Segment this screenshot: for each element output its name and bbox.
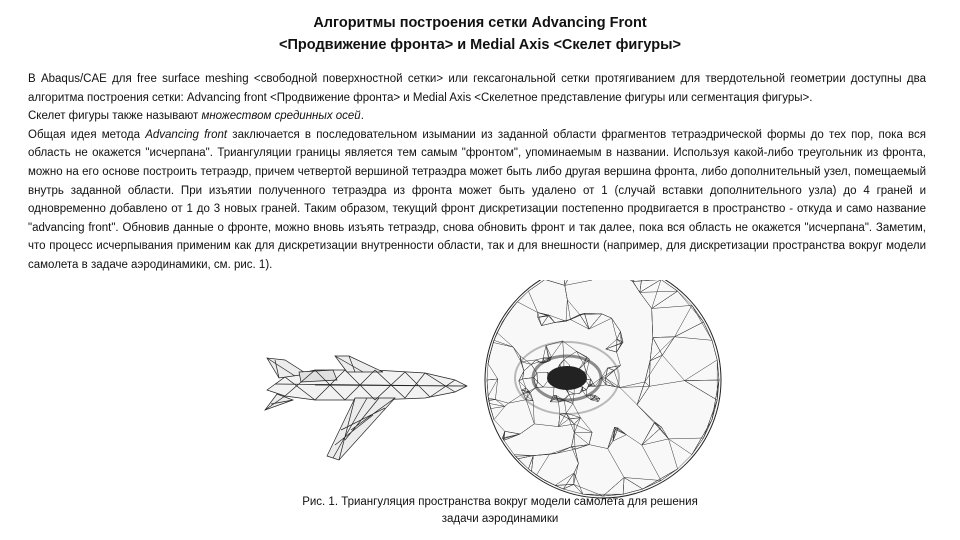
title-line-1: Алгоритмы построения сетки Advancing Front <box>313 15 647 31</box>
p2-start: Скелет фигуры также называют <box>28 110 202 123</box>
p3-start: Общая идея метода <box>28 128 146 141</box>
figure-caption <box>250 494 750 528</box>
paragraph-medial-axis <box>28 107 926 126</box>
airplane-mesh-image <box>255 280 725 520</box>
title-line-2: <Продвижение фронта> и Medial Axis <Скелет фигуры> <box>279 37 681 53</box>
caption-line-1: Рис. 1. Триангуляция пространства вокруг модели самолета для решения <box>302 496 698 508</box>
p3-end: заключается в последовательном изымании из заданной области фрагментов тетраэдрической формы до тех пор, пока вся область не окажется "исчерпана". Триангуляции границы является тем самым "фронтом", упоминаемым в названии. Используя какой-либо треугольник из фронта, можно на его основе построить тетраэдр, причем четвертой вершиной тетраэдра может быть либо другая вершина фронта, либо дополнительный узел, помещаемый внутрь заданной области. При изъятии полученного тетраэдра из фронта может быть удалено от 1 (случай вставки дополнительного узла) до 4 граней и одновременно добавлено от 1 до 3 новых граней. Таким образом, текущий фронт дискретизации постепенно продвигается в пространство - откуда и само название "advancing front". Обновив данные о фронте, можно вновь изъять тетраэдр, снова обновить фронт и так далее, пока вся область не окажется "исчерпана". Заметим, что процесс исчерпывания применим как для дискретизации внутренности области, так и для внешности (например, для дискретизации пространства вокруг модели самолета в задаче аэродинамики, см. рис. 1). <box>28 128 926 271</box>
p2-end: . <box>360 110 364 123</box>
body-text <box>28 70 926 275</box>
p3-emphasis: Advancing front <box>145 128 228 141</box>
paragraph-advancing-front <box>28 126 926 275</box>
caption-line-2: задачи аэродинамики <box>441 513 559 525</box>
figure-mesh <box>255 280 725 520</box>
page-title <box>200 12 760 56</box>
p2-emphasis: множеством срединных осей <box>201 110 361 123</box>
paragraph-abaqus: В Abaqus/CAE для free surface meshing <свободной поверхностной сетки> или гексагональной сетки протягиванием для твердотельной геометрии доступны два алгоритма построения сетки: Advancing front <Продвижение фронта> и Medial Axis <Скелетное представление фигуры или сегментация фигуры>. <box>28 73 926 104</box>
